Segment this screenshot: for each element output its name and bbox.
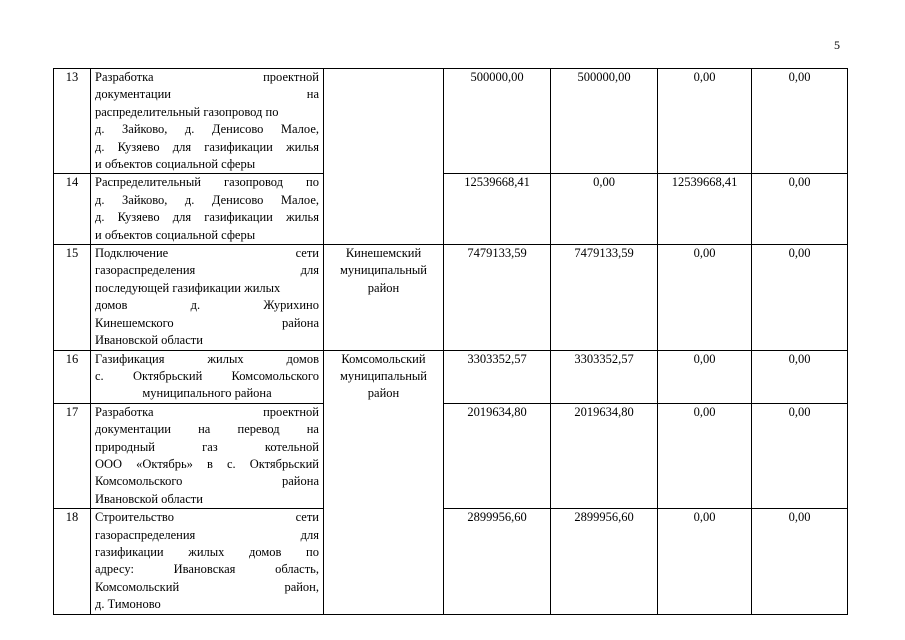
project-name: Разработка проектной документации на перевод на природный газ котельной ООО «Октябрь» в с. Октябрьский Комсомольского района Ивановской области bbox=[91, 403, 324, 508]
value-col2: 500000,00 bbox=[551, 69, 658, 174]
row-number: 16 bbox=[54, 350, 91, 403]
project-name: Распределительный газопровод по д. Зайково, д. Денисово Малое, д. Кузяево для газификации жилья и объектов социальной сферы bbox=[91, 174, 324, 245]
page-number: 5 bbox=[834, 38, 840, 52]
table-row bbox=[54, 174, 848, 245]
value-col3: 0,00 bbox=[658, 69, 752, 174]
row-number: 17 bbox=[54, 403, 91, 508]
value-col2: 0,00 bbox=[551, 174, 658, 245]
value-col3: 0,00 bbox=[658, 350, 752, 403]
value-total: 2899956,60 bbox=[444, 509, 551, 614]
row-number: 18 bbox=[54, 509, 91, 614]
value-total: 12539668,41 bbox=[444, 174, 551, 245]
value-col2: 3303352,57 bbox=[551, 350, 658, 403]
value-col2: 2899956,60 bbox=[551, 509, 658, 614]
financing-table bbox=[53, 68, 848, 615]
table-row bbox=[54, 403, 848, 508]
row-number: 13 bbox=[54, 69, 91, 174]
value-col3: 0,00 bbox=[658, 403, 752, 508]
value-col2: 7479133,59 bbox=[551, 245, 658, 350]
table-row bbox=[54, 509, 848, 614]
value-col4: 0,00 bbox=[752, 245, 848, 350]
region-cell: Комсомольский муниципальный район bbox=[324, 350, 444, 614]
region-cell: Кинешемский муниципальный район bbox=[324, 245, 444, 350]
value-total: 3303352,57 bbox=[444, 350, 551, 403]
project-name: Разработка проектной документации на распределительный газопровод по д. Зайково, д. Денисово Малое, д. Кузяево для газификации жилья и объектов социальной сферы bbox=[91, 69, 324, 174]
value-col4: 0,00 bbox=[752, 509, 848, 614]
value-col3: 0,00 bbox=[658, 245, 752, 350]
table-row bbox=[54, 69, 848, 174]
value-col3: 0,00 bbox=[658, 509, 752, 614]
table-row bbox=[54, 350, 848, 403]
project-name: Газификация жилых домов с. Октябрьский Комсомольского муниципального района bbox=[91, 350, 324, 403]
value-col4: 0,00 bbox=[752, 403, 848, 508]
value-col4: 0,00 bbox=[752, 69, 848, 174]
row-number: 14 bbox=[54, 174, 91, 245]
value-total: 2019634,80 bbox=[444, 403, 551, 508]
value-total: 7479133,59 bbox=[444, 245, 551, 350]
value-total: 500000,00 bbox=[444, 69, 551, 174]
row-number: 15 bbox=[54, 245, 91, 350]
value-col3: 12539668,41 bbox=[658, 174, 752, 245]
region-cell bbox=[324, 69, 444, 245]
project-name: Подключение сети газораспределения для последующей газификации жилых домов д. Журихино Кинешемского района Ивановской области bbox=[91, 245, 324, 350]
value-col4: 0,00 bbox=[752, 174, 848, 245]
value-col4: 0,00 bbox=[752, 350, 848, 403]
table-row bbox=[54, 245, 848, 350]
value-col2: 2019634,80 bbox=[551, 403, 658, 508]
project-name: Строительство сети газораспределения для газификации жилых домов по адресу: Ивановская область, Комсомольский район, д. Тимоново bbox=[91, 509, 324, 614]
